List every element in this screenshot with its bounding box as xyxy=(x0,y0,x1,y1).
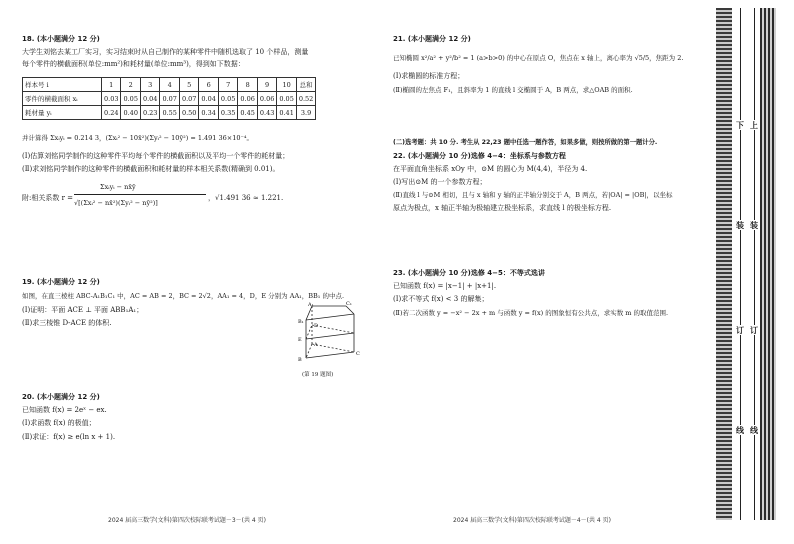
q22-header: 22. (本小题满分 10 分)选修 4−4：坐标系与参数方程 xyxy=(393,152,566,160)
q23-part2: (Ⅱ)若二次函数 y = −x² − 2x + m 与函数 y = f(x) 的图象恒有公共点，求实数 m 的取值范围. xyxy=(393,309,669,317)
table-col-header: 总和 xyxy=(296,78,315,92)
binding-margin-strip xyxy=(716,8,778,520)
formula-numerator: Σxᵢyᵢ − nx̄ȳ xyxy=(100,183,136,191)
label-B: B xyxy=(298,357,302,363)
table-cell: 0.45 xyxy=(238,106,257,120)
outer-char-shang: 上 xyxy=(750,120,758,130)
label-B1: B₁ xyxy=(298,319,304,325)
q19-prism-figure xyxy=(296,300,366,372)
inner-cut-line xyxy=(740,8,741,520)
table-cell: 0.34 xyxy=(199,106,218,120)
q22-part2-line1: (Ⅱ)直线 l 与⊙M 相切，且与 x 轴和 y 轴的正半轴分别交于 A，B 两点，若|OA| = |OB|，以坐标 xyxy=(393,191,673,199)
q18-calc-line: 并计算得 Σxᵢyᵢ = 0.214 3，(Σxᵢ² − 10x̄²)(Σyᵢ² − 10ȳ²) = 1.491 36×10⁻⁴。 xyxy=(22,134,254,142)
table-cell: 0.04 xyxy=(140,92,159,106)
q19-figure-caption: (第 19 题图) xyxy=(302,372,334,378)
right-page-footer: 2024 届高三数学(文科)第四次校际联考试题－4－(共 4 页) xyxy=(453,517,611,524)
table-cell: 0.24 xyxy=(102,106,121,120)
table-cell: 0.50 xyxy=(179,106,198,120)
q18-header: 18. (本小题满分 12 分) xyxy=(22,35,100,43)
table-col-header: 5 xyxy=(179,78,198,92)
table-col-header: 8 xyxy=(238,78,257,92)
label-A1: A₁ xyxy=(308,302,314,308)
table-col-header: 3 xyxy=(140,78,159,92)
table-cell: 0.06 xyxy=(238,92,257,106)
inner-char-xian: 线 xyxy=(736,425,744,435)
table-row-label: 耗材量 yᵢ xyxy=(23,106,102,120)
table-col-header: 4 xyxy=(160,78,179,92)
table-col-header: 1 xyxy=(102,78,121,92)
table-cell: 0.35 xyxy=(218,106,237,120)
q20-line1: 已知函数 f(x) = 2eˣ − ex. xyxy=(22,406,107,414)
q23-line1: 已知函数 f(x) = |x−1| + |x+1|. xyxy=(393,282,497,290)
formula-fraction-bar xyxy=(74,194,206,195)
outer-hatch-band xyxy=(760,8,776,520)
table-cell: 0.04 xyxy=(199,92,218,106)
q21-line1: 已知椭圆 x²/a² + y²/b² = 1 (a>b>0) 的中心在原点 O，焦点在 x 轴上，离心率为 √5/5，焦距为 2. xyxy=(393,54,684,62)
table-row-label: 零件的横截面积 xᵢ xyxy=(23,92,102,106)
q18-part1: (Ⅰ)估算刘铭同学制作的这种零件平均每个零件的横截面积以及平均一个零件的耗材量； xyxy=(22,152,290,160)
q23-header: 23. (本小题满分 10 分)选修 4−5：不等式选讲 xyxy=(393,269,545,277)
table-cell: 0.03 xyxy=(102,92,121,106)
table-cell: 0.06 xyxy=(257,92,276,106)
inner-hatch-band xyxy=(716,8,732,520)
q19-line1: 如图，在直三棱柱 ABC-A₁B₁C₁ 中，AC = AB = 2，BC = 2√2，AA₁ = 4，D，E 分别为 AA₁，BB₁ 的中点. xyxy=(22,292,345,300)
q19-header: 19. (本小题满分 12 分) xyxy=(22,278,100,286)
table-col-header: 10 xyxy=(277,78,296,92)
table-cell: 0.05 xyxy=(277,92,296,106)
table-cell: 0.23 xyxy=(140,106,159,120)
outer-char-ding: 订 xyxy=(750,325,758,335)
table-cell: 0.55 xyxy=(160,106,179,120)
inner-char-zhuang: 装 xyxy=(736,220,744,230)
table-row xyxy=(23,92,316,106)
formula-prefix: 附:相关系数 r = xyxy=(22,194,74,202)
outer-char-zhuang: 装 xyxy=(750,220,758,230)
formula-denominator: √[(Σxᵢ² − nx̄²)(Σyᵢ² − nȳ²)] xyxy=(74,199,158,207)
table-cell: 0.41 xyxy=(277,106,296,120)
table-header-row xyxy=(23,78,316,92)
q19-part2: (Ⅱ)求三棱锥 D-ACE 的体积. xyxy=(22,319,112,327)
inner-char-ding: 订 xyxy=(736,325,744,335)
table-row xyxy=(23,106,316,120)
q22-part2-line2: 原点为极点，x 轴正半轴为极轴建立极坐标系，求直线 l 的极坐标方程. xyxy=(393,204,612,212)
q21-part2: (Ⅱ)椭圆的左焦点 F₁，且斜率为 1 的直线 l 交椭圆于 A，B 两点，求△OAB 的面积. xyxy=(393,86,633,94)
q18-part2: (Ⅱ)求刘铭同学制作的这种零件的横截面积和耗材量的样本相关系数(精确到 0.01)。 xyxy=(22,165,280,173)
q18-data-table xyxy=(22,77,316,120)
table-cell: 0.07 xyxy=(179,92,198,106)
q20-part2: (Ⅱ)求证：f(x) ≥ e(ln x + 1). xyxy=(22,433,116,441)
table-col-header: 7 xyxy=(218,78,237,92)
inner-char-xia: 下 xyxy=(736,120,744,130)
q21-part1: (Ⅰ)求椭圆的标准方程； xyxy=(393,72,465,80)
table-cell: 3.9 xyxy=(296,106,315,120)
elective-note: (二)选考题：共 10 分. 考生从 22,23 题中任选一题作答，如果多做，则按所做的第一题计分. xyxy=(393,139,658,146)
formula-suffix: ，√1.491 36 ≈ 1.221. xyxy=(208,194,284,202)
table-cell: 0.05 xyxy=(121,92,140,106)
table-cell: 0.43 xyxy=(257,106,276,120)
q18-intro-line2: 每个零件的横截面积(单位:mm²)和耗材量(单位:mm³)，得到如下数据： xyxy=(22,60,245,68)
label-D: D xyxy=(314,323,319,329)
table-cell: 0.40 xyxy=(121,106,140,120)
outer-cut-line xyxy=(754,8,755,520)
label-A: A xyxy=(314,342,318,348)
table-col-header: 6 xyxy=(199,78,218,92)
table-cell: 0.05 xyxy=(218,92,237,106)
q18-intro-line1: 大学生刘铭去某工厂实习，实习结束时从自己制作的某种零件中随机选取了 10 个样品，测量 xyxy=(22,48,309,56)
label-C: C xyxy=(356,351,360,357)
table-col-header: 9 xyxy=(257,78,276,92)
table-header-label: 样本号 i xyxy=(23,78,102,92)
q22-line1: 在平面直角坐标系 xOy 中，⊙M 的圆心为 M(4,4)，半径为 4. xyxy=(393,165,588,173)
q22-part1: (Ⅰ)写出⊙M 的一个参数方程； xyxy=(393,178,487,186)
outer-char-xian: 线 xyxy=(750,425,758,435)
q20-part1: (Ⅰ)求函数 f(x) 的极值； xyxy=(22,419,96,427)
left-page-footer: 2024 届高三数学(文科)第四次校际联考试题－3－(共 4 页) xyxy=(108,517,266,524)
table-col-header: 2 xyxy=(121,78,140,92)
q23-part1: (Ⅰ)求不等式 f(x) < 3 的解集； xyxy=(393,295,489,303)
table-cell: 0.07 xyxy=(160,92,179,106)
table-cell: 0.52 xyxy=(296,92,315,106)
q21-header: 21. (本小题满分 12 分) xyxy=(393,35,471,43)
q20-header: 20. (本小题满分 12 分) xyxy=(22,393,100,401)
label-C1: C₁ xyxy=(346,301,352,307)
label-E: E xyxy=(298,337,302,343)
q19-part1: (Ⅰ)证明：平面 ACE ⊥ 平面 ABB₁A₁； xyxy=(22,306,144,314)
